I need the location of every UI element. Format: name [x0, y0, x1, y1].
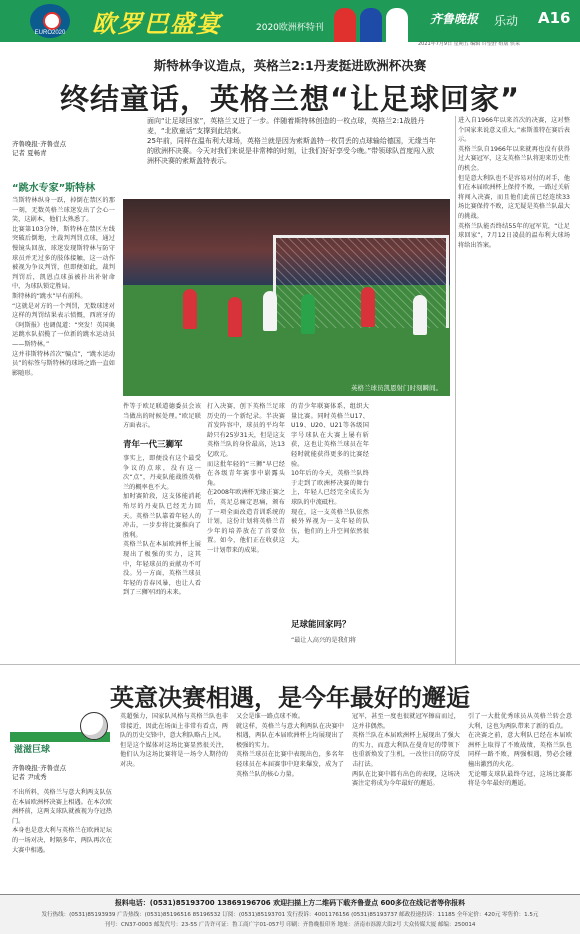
section-divider [0, 664, 580, 665]
euro2020-logo [30, 4, 70, 38]
page-header [0, 0, 580, 42]
story1-subhead-young: 青年一代三狮军 [123, 440, 183, 450]
story1-column-6: 进入自1966年以来首次的决赛，这对整个国家来说意义重大。”索斯盖特在赛后表示。 英格兰队自1966年以来就再也没有获得过大赛冠军，这支英格兰队将迎来历史性的机会。 但是意大利队也不是容易对付的对手，他们在本届欧洲杯上保持不败，一路过关斩将闯入决赛，而且他们此前已经连续33场比赛保持不败，这无疑是英格兰队最大的挑战。 英格兰队能否终结55年的冠军荒，“让足球回家”，7月12日凌晨的温布利大球场将给出答案。 [458, 117, 570, 249]
goalkeeper-figure [301, 294, 315, 334]
football-icon [80, 712, 108, 740]
newspaper-name: 齐鲁晚报 [430, 12, 479, 26]
column-subtitle: 2020欧洲杯特刊 [256, 23, 324, 33]
logo-caption: EURO2020 [34, 30, 66, 36]
player-figure [263, 291, 277, 331]
photo-caption: 英格兰球员凯恩射门时刻瞬间。 [351, 384, 442, 392]
player-figure [183, 289, 197, 329]
story1-column-5b: “最让人高兴的是我们将 [291, 637, 357, 644]
player-figure [228, 297, 242, 337]
football-icon [43, 12, 61, 30]
story1-kicker: 斯特林争议造点，英格兰2:1丹麦挺进欧洲杯决赛 [153, 58, 427, 73]
story2-byline: 齐鲁晚报·齐鲁壹点 记者 尹成秀 [12, 764, 67, 781]
story1-subhead-home: 足球能回家吗？ [291, 620, 351, 630]
story1-column-3: 件等于欧足联道德委员会该当做出的时候处理。”欧足联方面表示。 [123, 403, 201, 430]
story2-column-5: 引了一大批优秀球员从英格兰转会意大利，这也为两队带来了新的看点。 在决赛之前，意大利队已经在本届欧洲杯上取得了不败战绩，英格兰队也同样一路不败，两强相遇，势必会碰撞出激烈的火花。 无论哪支球队最终夺冠，这场比赛都将是今年最好的邂逅。 [468, 713, 572, 788]
story2-headline: 英意决赛相遇，是今年最好的邂逅 [110, 684, 470, 712]
footer-distribution: 发行热线：(0531)85193939 广告热线：(0531)85196516 85196532 订阅：(0531)85193701 发行投诉：4001176156 (0531)85193737 邮政投递投诉：11185 全年定价：420元 零售价：1.5元 [41, 912, 539, 918]
page-footer [0, 894, 580, 934]
section-name: 乐动 [494, 14, 519, 28]
story1-lead: 面向“让足球回家”，英格兰又进了一步。伴随着斯特林创造的一枚点球，英格兰2:1战胜丹麦，“北欧童话”支撑到此结束。 25年前，同样在温布利大球场，英格兰就是因为索斯盖特一枚罚丢的点球输给德国，无缘当年的欧洲杯决赛。今天对我们来说是非常棒的时刻，让我们好好享受今晚。”带领球队首度闯入欧洲杯决赛的索斯盖特表示。 [147, 117, 436, 165]
footer-hotline: 报料电话：(0531)85193700 13869196706 欢迎扫描上方二维码下载齐鲁壹点 600多位在线记者等你报料 [114, 899, 466, 907]
story2-column-2: 英超强力，国家队风格与英格兰队也非常接近，因此在场面上非常有看点，两队的历史交锋中，意大利队略占上风。 但是这个媒体对这场比赛显然很关注，他们认为这场比赛将是一场令人期待的对决。 [120, 713, 228, 768]
header-players-graphic [330, 0, 410, 42]
story1-column-5: 的青少年联赛体系，组织大量比赛。同时英格兰U17、U19、U20、U21等各级国字号球队在大赛上屡有斩获，这也让英格兰球员在年轻时就能获得更多的比赛经验。 10年后的今天，英格兰队终于走到了欧洲杯决赛的舞台上，年轻人已经完全成长为球队的中流砥柱。 现在，这一支英格兰队依然被外界视为一支年轻的队伍，他们的上升空间依然很大。 [291, 403, 369, 545]
story1-side-head: “跳水专家”斯特林 [12, 183, 96, 194]
player-figure [361, 287, 375, 327]
story1-byline: 齐鲁晚报·齐鲁壹点 记者 夏畅青 [12, 140, 67, 157]
column-title: 欧罗巴盛宴 [92, 9, 222, 38]
story1-column-1: 当斯特林纵身一跃，掉倒在禁区的那一刻，无数英格兰球迷发出了会心一笑，这剧本，他们太熟悉了。 比赛第103分钟，斯特林在禁区左线突破后倒地，主裁判判罚点球，通过慢镜头回放，球迷发现斯特林与防守球员并无过多的肢体接触，这一动作被视为争议判罚，但即便如此，裁判判罚后，凯恩点球虽被扑出补射命中，为球队锁定胜局。 斯特林的“跳水”早有前科。 “这就是对方的一个判罚，无数球迷对这样的判罚结果表示愤慨，西班牙的《阿斯报》也调侃道：“突发！英国奥运跳水队招揽了一位新的跳水运动员——斯特林。” 这并非斯特林首次“骗点”，“跳水运动员”的标签与斯特林的球场之路一直如影随形。 [12, 197, 115, 377]
match-photo [123, 199, 450, 396]
football-graphic [10, 710, 110, 742]
story1-headline: 终结童话，英格兰想“让足球回家” [59, 82, 521, 116]
story2-column-3: 又会是谁一路点球不败。 就这样，英格兰与意大利两队在决赛中相遇，两队在本届欧洲杯上均展现出了极强的实力。 英格兰球员在比赛中表现出色，多名年轻球员在本届赛事中迎来爆发，成为了英格兰队的核心力量。 [236, 713, 344, 778]
story2-side-head: 滋滋巨球 [14, 745, 51, 755]
story2-column-1: 不出所料，英格兰与意大利两支队伍在本届欧洲杯决赛上相遇。在本次欧洲杯前，这两支球队就被视为夺冠热门。 本身也是意大利与英格兰在欧洲足坛的一场对决，时隔多年，两队再次在大赛中相遇。 [12, 789, 112, 854]
edition-info: 2021年7月9日 星期五 编辑 许望舒 组版 侯采 [418, 41, 521, 47]
player-figure [413, 295, 427, 335]
footer-publication-info: 刊号：CN37-0003 邮发代号：23-55 广告许可证：鲁工商广字01-057号 印刷：齐鲁晚报印务 地址：济南市泺源大街2号 大众传媒大厦 邮编：250014 [104, 922, 476, 928]
story2-column-4: 冠军，甚至一度也很就冠军擦肩而过，这并非偶然。 英格兰队在本届欧洲杯上展现出了强大的实力，而意大利队在曼奇尼的带领下也重新焕发了生机，一改往日的防守反击打法。 两队在比赛中都有出色的表现，这场决赛注定将成为今年最好的邂逅。 [352, 713, 460, 788]
story1-column-4: 打入决赛，创下英格兰足球历史的一个新纪录。半决赛首发阵容中，球员的平均年龄只有25岁31天，但是这支英格兰队的身价最高，达13亿欧元。 而这批年轻的“三狮”早已经在各级青年赛事中崭露头角。 在2008年欧洲杯无缘正赛之后，英足总痛定思痛，颁布了一项全面改造青训系统的计划，这份计划将英格兰青少年的培养放在了首要位置。如今，他们正在收获这一计划带来的成果。 [207, 403, 285, 554]
story1-column-3b: 事实上，即便没有这个最受争议的点球，没有这一次“点”，丹麦队能战胜英格兰的概率也不大。 加时赛阶段，这支体能消耗殆尽的丹麦队已经无力回天。英格兰队靠着年轻人的冲击，一步步将比赛推向了胜利。 英格兰队在本届欧洲杯上展现出了极强的实力，这其中，年轻球员的贡献功不可没。另一方面，英格兰球员年轻的青春风暴，也让人看到了三狮军团的未来。 [123, 455, 201, 597]
column-rule [455, 116, 456, 664]
page-number: A16 [538, 9, 571, 27]
